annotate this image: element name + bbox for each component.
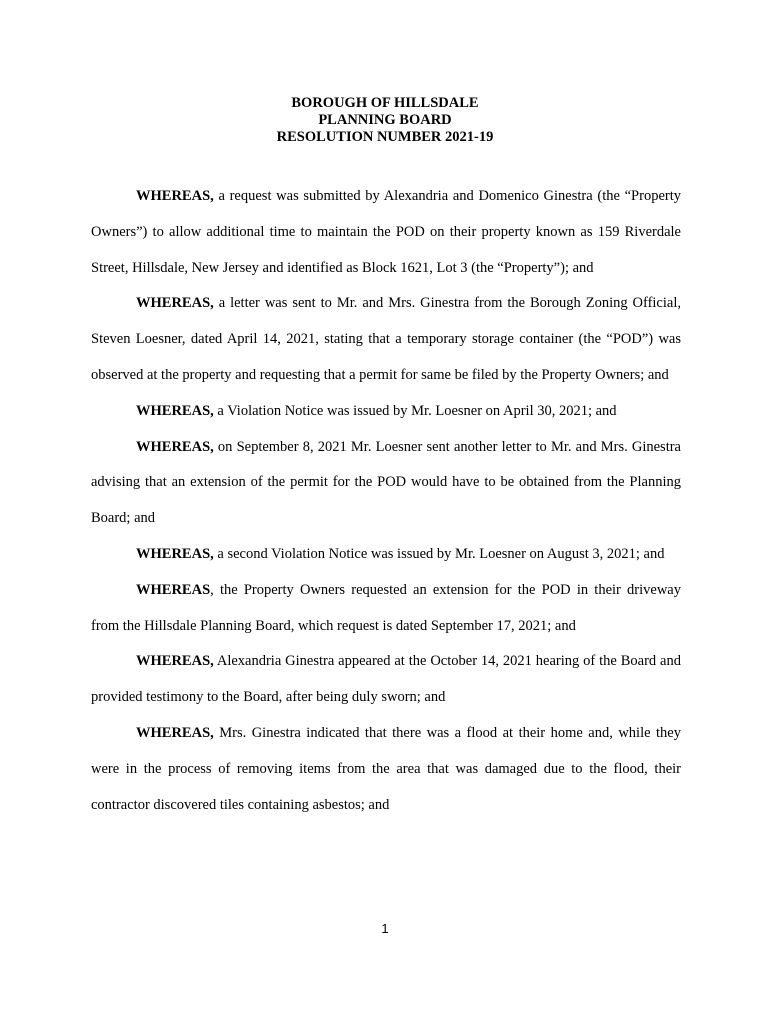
whereas-lead: WHEREAS, bbox=[136, 438, 214, 455]
whereas-lead: WHEREAS, bbox=[136, 653, 214, 670]
paragraph-text: on September 8, 2021 Mr. Loesner sent another letter to Mr. and Mrs. Ginestra advising that an extension of the permit for the POD would have to be obtained from the Planning Board; and bbox=[91, 438, 681, 527]
whereas-paragraph-5 bbox=[91, 537, 681, 573]
resolution-heading bbox=[0, 95, 770, 146]
whereas-lead: WHEREAS, bbox=[136, 724, 214, 741]
whereas-lead: WHEREAS bbox=[136, 581, 211, 598]
whereas-lead: WHEREAS, bbox=[136, 295, 214, 312]
whereas-paragraph-4 bbox=[91, 430, 681, 537]
whereas-paragraph-7 bbox=[91, 644, 681, 716]
whereas-paragraph-3 bbox=[91, 394, 681, 430]
whereas-paragraph-6 bbox=[91, 573, 681, 645]
heading-board: PLANNING BOARD bbox=[318, 112, 452, 128]
heading-resolution-number: RESOLUTION NUMBER 2021-19 bbox=[276, 129, 494, 145]
paragraph-text: a request was submitted by Alexandria and Domenico Ginestra (the “Property Owners”) to allow additional time to maintain the POD on their property known as 159 Riverdale Street, Hillsdale, New Jersey and identified as Block 1621, Lot 3 (the “Property”); and bbox=[91, 188, 681, 276]
whereas-lead: WHEREAS, bbox=[136, 402, 214, 419]
paragraph-text: Mrs. Ginestra indicated that there was a flood at their home and, while they were in the process of removing items from the area that was damaged due to the flood, their contractor discovered tiles containing asbestos; and bbox=[91, 724, 681, 813]
paragraph-text: a second Violation Notice was issued by Mr. Loesner on August 3, 2021; and bbox=[213, 545, 665, 562]
page-number: 1 bbox=[381, 921, 389, 936]
resolution-body bbox=[91, 179, 681, 823]
paragraph-text: , the Property Owners requested an extension for the POD in their driveway from the Hillsdale Planning Board, which request is dated September 17, 2021; and bbox=[91, 581, 681, 634]
whereas-lead: WHEREAS, bbox=[136, 545, 214, 562]
whereas-paragraph-2 bbox=[91, 286, 681, 393]
paragraph-text: a Violation Notice was issued by Mr. Loesner on April 30, 2021; and bbox=[213, 402, 617, 419]
whereas-lead: WHEREAS, bbox=[136, 188, 214, 204]
paragraph-text: a letter was sent to Mr. and Mrs. Ginestra from the Borough Zoning Official, Steven Loesner, dated April 14, 2021, stating that a temporary storage container (the “POD”) was observed at the property and requesting that a permit for same be filed by the Property Owners; and bbox=[91, 295, 681, 383]
paragraph-text: Alexandria Ginestra appeared at the October 14, 2021 hearing of the Board and provided testimony to the Board, after being duly sworn; and bbox=[91, 653, 681, 706]
heading-borough: BOROUGH OF HILLSDALE bbox=[291, 95, 479, 111]
whereas-paragraph-8 bbox=[91, 716, 681, 823]
whereas-paragraph-1 bbox=[91, 179, 681, 286]
